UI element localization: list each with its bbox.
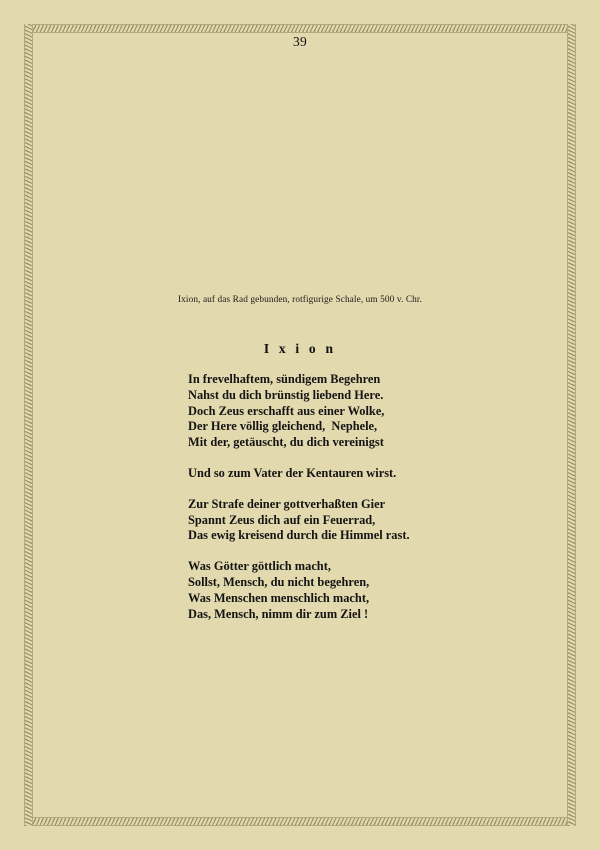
decorative-border-bottom xyxy=(24,817,576,826)
poem-line: Und so zum Vater der Kentauren wirst. xyxy=(188,465,397,480)
decorative-border-left xyxy=(24,24,33,826)
poem-line: Das, Mensch, nimm dir zum Ziel ! xyxy=(188,606,369,621)
poem-line: Nahst du dich brünstig liebend Here. xyxy=(188,387,384,402)
decorative-border-top xyxy=(24,24,576,33)
poem-line: Was Menschen menschlich macht, xyxy=(188,590,370,605)
poem-line: Doch Zeus erschafft aus einer Wolke, xyxy=(188,403,385,418)
figure-image-placeholder xyxy=(50,60,550,290)
poem-line: Spannt Zeus dich auf ein Feuerrad, xyxy=(188,512,376,527)
decorative-border-right xyxy=(567,24,576,826)
poem-line: Zur Strafe deiner gottverhaßten Gier xyxy=(188,496,386,511)
poem-stanza xyxy=(188,466,518,482)
page-number: 39 xyxy=(292,34,308,49)
poem-line: Was Götter göttlich macht, xyxy=(188,559,331,574)
poem-line: Mit der, getäuscht, du dich vereinigst xyxy=(188,435,384,450)
poem-line: Der Here völlig gleichend, Nephele, xyxy=(188,419,378,434)
poem-stanza xyxy=(188,559,518,622)
poem-line: In frevelhaftem, sündigem Begehren xyxy=(188,372,381,386)
poem-body xyxy=(188,372,518,622)
poem-line: Sollst, Mensch, du nicht begehren, xyxy=(188,574,370,589)
poem-stanza xyxy=(188,372,518,451)
poem-title: I x i o n xyxy=(263,341,337,356)
poem-line: Das ewig kreisend durch die Himmel rast. xyxy=(188,528,410,543)
figure-caption: Ixion, auf das Rad gebunden, rotfigurige Schale, um 500 v. Chr. xyxy=(177,295,422,305)
poem-stanza xyxy=(188,497,518,544)
